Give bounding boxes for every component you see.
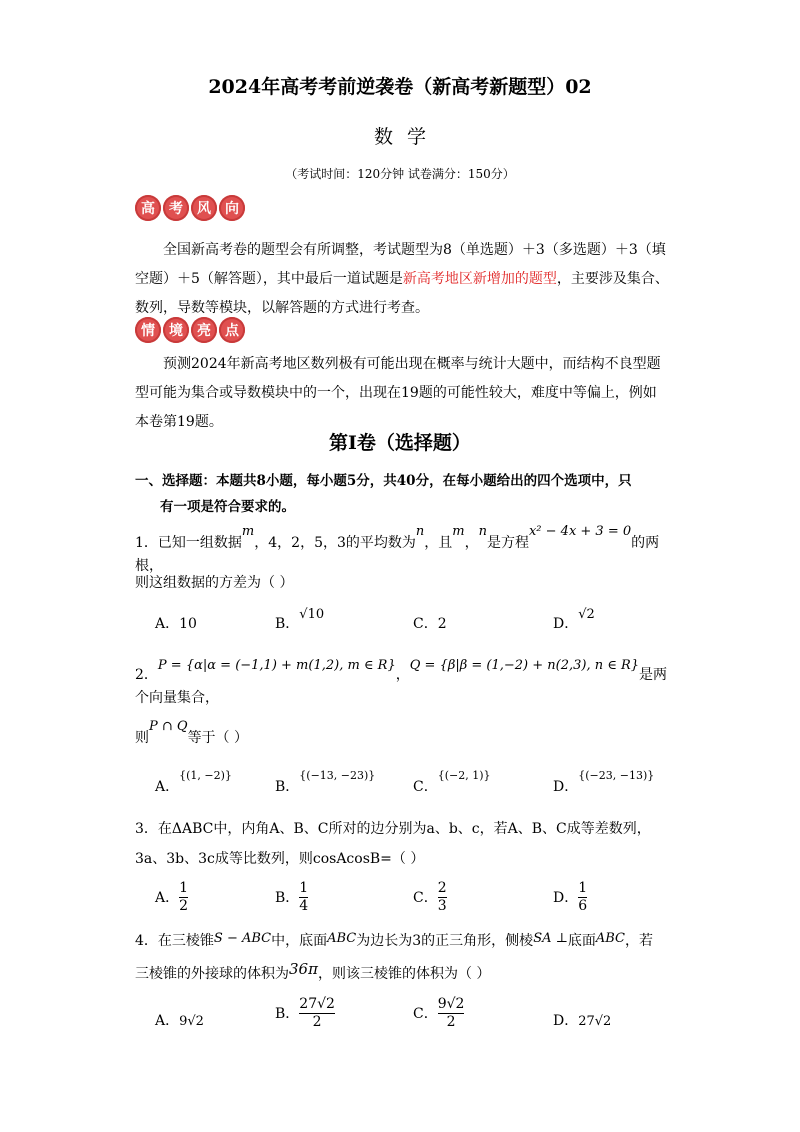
option-c[interactable]: C．2 xyxy=(413,616,447,632)
option-a[interactable]: A．9√2 xyxy=(155,1013,204,1029)
badge-char: 情 xyxy=(135,317,161,343)
option-a[interactable]: A． $\frac{1}{2}$ xyxy=(155,880,189,914)
highlight-text: 新高考地区新增加的题型 xyxy=(402,271,557,287)
option-b[interactable]: B．$^{\{(-13, -23)\}}$ xyxy=(275,769,376,795)
badge-char: 境 xyxy=(163,317,189,343)
option-d[interactable]: D．27√2 xyxy=(553,1013,612,1029)
option-b[interactable]: B． $\frac{1}{4}$ xyxy=(275,880,309,914)
question-2: 2．P = {α|α = (−1,1) + m(1,2), m ∈ R}，Q = {β|β = (1,−2) + n(2,3), n ∈ R}是两个向量集合， xyxy=(135,658,668,706)
option-d[interactable]: D．$^{\{(-23, -13)\}}$ xyxy=(553,769,655,795)
question-1: 1．已知一组数据m，4，2，5，3的平均数为n，且m，n是方程x² − 4x + 3 = 0的两根， xyxy=(135,524,660,574)
option-d[interactable]: D． $\frac{1}{6}$ xyxy=(553,880,588,914)
question-3-stem-line2: 3a、3b、3c成等比数列，则cosAcosB=（ ） xyxy=(135,851,425,867)
option-b[interactable]: B． $\frac{27√2}{2}$ xyxy=(275,996,335,1030)
badge-gaokao-trend xyxy=(135,195,245,221)
exam-meta: （考试时间：120分钟 试卷满分：150分） xyxy=(285,167,515,181)
question-4-options xyxy=(135,996,675,1040)
option-b[interactable]: B．√10 xyxy=(275,607,325,632)
question-2-stem-line2: 则P ∩ Q等于（ ） xyxy=(135,719,249,746)
badge-char: 高 xyxy=(135,195,161,221)
badge-char: 亮 xyxy=(191,317,217,343)
option-d[interactable]: D．√2 xyxy=(553,607,595,632)
badge-char: 考 xyxy=(163,195,189,221)
intro-paragraph-1: 全国新高考卷的题型会有所调整，考试题型为8（单选题）＋3（多选题）＋3（填空题）＋5（解答题），其中最后一道试题是新高考地区新增加的题型，主要涉及集合、数列，导数等模块，以解答题的方式进行考查。 xyxy=(135,242,669,316)
badge-char: 向 xyxy=(219,195,245,221)
badge-char: 点 xyxy=(219,317,245,343)
option-c[interactable]: C．$^{\{(-2, 1)\}}$ xyxy=(413,769,491,795)
intro-paragraph-2: 预测2024年新高考地区数列极有可能出现在概率与统计大题中，而结构不良型题型可能为集合或导数模块中的一个，出现在19题的可能性较大，难度中等偏上，例如本卷第19题。 xyxy=(135,356,661,430)
exam-title: 2024年高考考前逆袭卷（新高考新题型）02 xyxy=(208,76,592,98)
badge-char: 风 xyxy=(191,195,217,221)
section-instructions: 一、选择题：本题共8小题，每小题5分，共40分，在每小题给出的四个选项中，只 有一项是符合要求的。 xyxy=(135,473,632,515)
badge-context-highlight xyxy=(135,317,245,343)
option-a[interactable]: A．$^{\{(1, -2)\}}$ xyxy=(155,769,232,795)
question-4-stem-line2: 三棱锥的外接球的体积为36π，则该三棱锥的体积为（ ） xyxy=(135,960,491,982)
subject-title: 数学 xyxy=(373,126,440,148)
question-4: 4．在三棱锥S − ABC中，底面ABC为边长为3的正三角形，侧棱SA ⊥底面ABC，若 xyxy=(135,931,653,949)
option-c[interactable]: C． $\frac{9√2}{2}$ xyxy=(413,996,465,1030)
section-title: 第I卷（选择题） xyxy=(329,432,471,454)
option-c[interactable]: C． $\frac{2}{3}$ xyxy=(413,880,447,914)
question-1-stem-line2: 则这组数据的方差为（ ） xyxy=(135,575,294,591)
option-a[interactable]: A．10 xyxy=(155,616,197,632)
question-3: 3．在ΔABC中，内角A、B、C所对的边分别为a、b、c，若A、B、C成等差数列， xyxy=(135,821,651,837)
